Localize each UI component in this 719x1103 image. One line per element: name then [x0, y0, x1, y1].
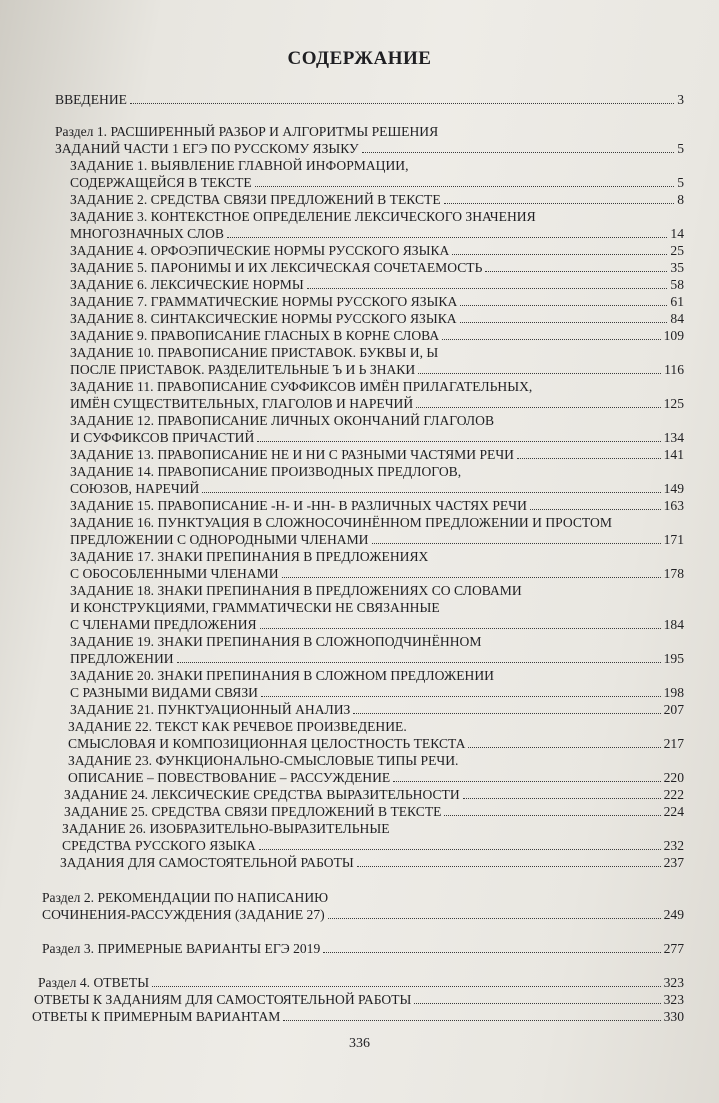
dot-leader [460, 294, 667, 306]
toc-entry-line: ЗАДАНИЕ 24. ЛЕКСИЧЕСКИЕ СРЕДСТВА ВЫРАЗИТЕЛЬНОСТИ [64, 787, 460, 802]
toc-entry-line: ЗАДАНИЕ 2. СРЕДСТВА СВЯЗИ ПРЕДЛОЖЕНИЙ В ТЕКСТЕ [70, 192, 441, 207]
toc-entry-line: МНОГОЗНАЧНЫХ СЛОВ [70, 226, 224, 241]
toc-entry-line: ЗАДАНИЕ 14. ПРАВОПИСАНИЕ ПРОИЗВОДНЫХ ПРЕДЛОГОВ, [70, 464, 462, 479]
toc-entry [34, 991, 684, 1008]
toc-entry-line: СОДЕРЖАЩЕЙСЯ В ТЕКСТЕ [70, 175, 252, 190]
toc-entry [70, 701, 684, 718]
toc-entry-leader-row [70, 531, 684, 548]
toc-entry-leader-row [55, 140, 684, 157]
toc-entry [70, 633, 684, 667]
toc-entry [70, 208, 684, 242]
toc-entry-line: ЗАДАНИЕ 3. КОНТЕКСТНОЕ ОПРЕДЕЛЕНИЕ ЛЕКСИЧЕСКОГО ЗНАЧЕНИЯ [70, 209, 536, 224]
toc-page-number: 163 [663, 498, 684, 513]
toc-entry [70, 514, 684, 548]
toc-entry-line: СОЮЗОВ, НАРЕЧИЙ [70, 481, 200, 496]
toc-page-number: 5 [677, 141, 684, 156]
toc-entry-line: СРЕДСТВА РУССКОГО ЯЗЫКА [62, 838, 256, 853]
dot-leader [414, 992, 660, 1004]
toc-entry-line: ЗАДАНИЕ 22. ТЕКСТ КАК РЕЧЕВОЕ ПРОИЗВЕДЕНИЕ. [68, 719, 407, 734]
toc-entry-line: ЗАДАНИЕ 10. ПРАВОПИСАНИЕ ПРИСТАВОК. БУКВЫ И, Ы [70, 345, 439, 360]
toc-entry-line: ИМЁН СУЩЕСТВИТЕЛЬНЫХ, ГЛАГОЛОВ И НАРЕЧИЙ [70, 396, 414, 411]
toc-entry-line: СОЧИНЕНИЯ-РАССУЖДЕНИЯ (ЗАДАНИЕ 27) [42, 907, 325, 922]
dot-leader [257, 430, 660, 442]
dot-leader [362, 141, 675, 153]
dot-leader [202, 481, 660, 493]
toc-entry-leader-row [68, 735, 684, 752]
toc-entry-leader-row [60, 854, 684, 871]
toc-page-number: 178 [663, 566, 684, 581]
dot-leader [530, 498, 661, 510]
dot-leader [328, 907, 661, 919]
toc-page-number: 8 [677, 192, 684, 207]
dot-leader [177, 651, 661, 663]
toc-entry [70, 446, 684, 463]
dot-leader [260, 617, 661, 629]
toc-entry [68, 752, 684, 786]
toc-entry-line: С ОБОСОБЛЕННЫМИ ЧЛЕНАМИ [70, 566, 279, 581]
toc-page-number: 3 [677, 92, 684, 107]
dot-leader [393, 770, 660, 782]
toc-entry [70, 497, 684, 514]
toc-entry-line: ЗАДАНИЕ 12. ПРАВОПИСАНИЕ ЛИЧНЫХ ОКОНЧАНИЙ ГЛАГОЛОВ [70, 413, 495, 428]
toc-page-number: 330 [663, 1009, 684, 1024]
toc-entry-leader-row [70, 395, 684, 412]
toc-page-number: 277 [663, 941, 684, 956]
toc-entry-line: ЗАДАНИЕ 13. ПРАВОПИСАНИЕ НЕ И НИ С РАЗНЫМИ ЧАСТЯМИ РЕЧИ [70, 447, 514, 462]
toc-entry [70, 412, 684, 446]
toc-page-number: 184 [663, 617, 684, 632]
toc-entry-line: ЗАДАНИЕ 19. ЗНАКИ ПРЕПИНАНИЯ В СЛОЖНОПОДЧИНЁННОМ [70, 634, 482, 649]
toc-entry [70, 548, 684, 582]
toc-page-number: 217 [663, 736, 684, 751]
toc-entry-leader-row [70, 446, 684, 463]
toc-entry-line: ПОСЛЕ ПРИСТАВОК. РАЗДЕЛИТЕЛЬНЫЕ Ъ И Ь ЗНАКИ [70, 362, 416, 377]
toc-page-number: 323 [663, 992, 684, 1007]
toc-entry [62, 820, 684, 854]
toc-entry [70, 259, 684, 276]
toc-page-number: 5 [677, 175, 684, 190]
toc-entry-leader-row [70, 361, 684, 378]
dot-leader [357, 855, 661, 867]
toc-entry-line: ЗАДАНИЕ 7. ГРАММАТИЧЕСКИЕ НОРМЫ РУССКОГО ЯЗЫКА [70, 294, 458, 309]
toc-entry [70, 327, 684, 344]
toc-page-number: 14 [670, 226, 684, 241]
toc-entry-line: И КОНСТРУКЦИЯМИ, ГРАММАТИЧЕСКИ НЕ СВЯЗАННЫЕ [70, 600, 440, 615]
toc-entry-line: ЗАДАНИЕ 23. ФУНКЦИОНАЛЬНО-СМЫСЛОВЫЕ ТИПЫ РЕЧИ. [68, 753, 459, 768]
dot-leader [452, 243, 667, 255]
toc-entry-line: Раздел 2. РЕКОМЕНДАЦИИ ПО НАПИСАНИЮ [42, 890, 329, 905]
dot-leader [227, 226, 667, 238]
toc-entry [42, 889, 684, 923]
toc-entry [70, 157, 684, 191]
toc-entry-line: ЗАДАНИЕ 18. ЗНАКИ ПРЕПИНАНИЯ В ПРЕДЛОЖЕНИЯХ СО СЛОВАМИ [70, 583, 522, 598]
toc-entry-line: ЗАДАНИЙ ЧАСТИ 1 ЕГЭ ПО РУССКОМУ ЯЗЫКУ [55, 141, 359, 156]
toc-entry-line: Раздел 1. РАСШИРЕННЫЙ РАЗБОР И АЛГОРИТМЫ РЕШЕНИЯ [55, 124, 439, 139]
toc-entry-leader-row [34, 991, 684, 1008]
toc-entry-leader-row [70, 650, 684, 667]
toc-entry-line: ЗАДАНИЕ 21. ПУНКТУАЦИОННЫЙ АНАЛИЗ [70, 702, 351, 717]
toc-entry-line: Раздел 4. ОТВЕТЫ [38, 975, 150, 990]
toc-entry-line: СМЫСЛОВАЯ И КОМПОЗИЦИОННАЯ ЦЕЛОСТНОСТЬ ТЕКСТА [68, 736, 466, 751]
dot-leader [259, 838, 661, 850]
dot-leader [283, 1009, 660, 1021]
dot-leader [460, 311, 668, 323]
toc-entry-leader-row [70, 191, 684, 208]
toc-entry [64, 786, 684, 803]
toc-entry-line: ЗАДАНИЕ 17. ЗНАКИ ПРЕПИНАНИЯ В ПРЕДЛОЖЕНИЯХ [70, 549, 429, 564]
toc-entry-line: ОТВЕТЫ К ПРИМЕРНЫМ ВАРИАНТАМ [32, 1009, 281, 1024]
dot-leader [444, 804, 660, 816]
toc-entry [64, 803, 684, 820]
toc-entry [70, 378, 684, 412]
toc-entry-leader-row [70, 242, 684, 259]
dot-leader [485, 260, 667, 272]
toc-page-number: 222 [663, 787, 684, 802]
toc-entry-leader-row [70, 174, 684, 191]
toc-entry-leader-row [70, 701, 684, 718]
toc-entry-line: ЗАДАНИЕ 15. ПРАВОПИСАНИЕ -Н- И -НН- В РАЗЛИЧНЫХ ЧАСТЯХ РЕЧИ [70, 498, 527, 513]
toc-page-number: 84 [670, 311, 684, 326]
toc-entry-line: ЗАДАНИЕ 26. ИЗОБРАЗИТЕЛЬНО-ВЫРАЗИТЕЛЬНЫЕ [62, 821, 390, 836]
toc-entry [70, 463, 684, 497]
toc-page-number: 25 [670, 243, 684, 258]
toc-entry-line: ЗАДАНИЕ 25. СРЕДСТВА СВЯЗИ ПРЕДЛОЖЕНИЙ В ТЕКСТЕ [64, 804, 442, 819]
toc-entry-line: ЗАДАНИЯ ДЛЯ САМОСТОЯТЕЛЬНОЙ РАБОТЫ [60, 855, 354, 870]
toc-entry [70, 667, 684, 701]
toc-page-number: 171 [663, 532, 684, 547]
dot-leader [372, 532, 661, 544]
toc-page-number: 220 [663, 770, 684, 785]
toc-entry [60, 854, 684, 871]
toc-entry-leader-row [70, 429, 684, 446]
toc-entry-leader-row [70, 480, 684, 497]
dot-leader [307, 277, 668, 289]
toc-entry-leader-row [70, 225, 684, 242]
toc-entry [70, 191, 684, 208]
toc-entry [55, 91, 684, 108]
toc-entry-line: ЗАДАНИЕ 1. ВЫЯВЛЕНИЕ ГЛАВНОЙ ИНФОРМАЦИИ, [70, 158, 409, 173]
toc-page-number: 35 [670, 260, 684, 275]
toc-entry-line: ЗАДАНИЕ 16. ПУНКТУАЦИЯ В СЛОЖНОСОЧИНЁННОМ ПРЕДЛОЖЕНИИ И ПРОСТОМ [70, 515, 612, 530]
toc-page-number: 249 [663, 907, 684, 922]
toc-entry-leader-row [32, 1008, 684, 1025]
dot-leader [444, 192, 675, 204]
toc-page-number: 224 [663, 804, 684, 819]
toc-page-number: 207 [663, 702, 684, 717]
toc-page-number: 109 [663, 328, 684, 343]
toc-entry [70, 344, 684, 378]
toc-entry-leader-row [70, 616, 684, 633]
toc-entry-line: ЗАДАНИЕ 4. ОРФОЭПИЧЕСКИЕ НОРМЫ РУССКОГО ЯЗЫКА [70, 243, 450, 258]
toc-entry-leader-row [70, 293, 684, 310]
toc-entry-leader-row [38, 974, 684, 991]
toc-entry-line: ЗАДАНИЕ 11. ПРАВОПИСАНИЕ СУФФИКСОВ ИМЁН ПРИЛАГАТЕЛЬНЫХ, [70, 379, 533, 394]
toc-page-number: 116 [664, 362, 684, 377]
dot-leader [255, 175, 675, 187]
toc-entry-leader-row [70, 310, 684, 327]
toc-entry-line: С РАЗНЫМИ ВИДАМИ СВЯЗИ [70, 685, 258, 700]
toc-entry-leader-row [42, 940, 684, 957]
toc-page-number: 149 [663, 481, 684, 496]
toc-page-number: 198 [663, 685, 684, 700]
toc-entry-line: ПРЕДЛОЖЕНИИ [70, 651, 174, 666]
dot-leader [152, 975, 661, 987]
toc-entry-line: ЗАДАНИЕ 6. ЛЕКСИЧЕСКИЕ НОРМЫ [70, 277, 304, 292]
dot-leader [323, 941, 660, 953]
toc-entry-leader-row [64, 786, 684, 803]
page-title: СОДЕРЖАНИЕ [287, 48, 432, 69]
dot-leader [261, 685, 661, 697]
toc-entry-line: ЗАДАНИЕ 9. ПРАВОПИСАНИЕ ГЛАСНЫХ В КОРНЕ СЛОВА [70, 328, 440, 343]
toc-entry-leader-row [62, 837, 684, 854]
toc-entry-leader-row [68, 769, 684, 786]
toc-page-number: 125 [663, 396, 684, 411]
toc-entry [55, 123, 684, 157]
toc-entry [42, 940, 684, 957]
toc-entry-line: С ЧЛЕНАМИ ПРЕДЛОЖЕНИЯ [70, 617, 257, 632]
page-number: 336 [349, 1036, 370, 1051]
dot-leader [463, 787, 661, 799]
toc-entry-line: ПРЕДЛОЖЕНИИ С ОДНОРОДНЫМИ ЧЛЕНАМИ [70, 532, 369, 547]
toc-entry [70, 582, 684, 633]
toc-entry-leader-row [64, 803, 684, 820]
dot-leader [418, 362, 661, 374]
toc-entry-line: И СУФФИКСОВ ПРИЧАСТИЙ [70, 430, 255, 445]
toc-entry-line: Раздел 3. ПРИМЕРНЫЕ ВАРИАНТЫ ЕГЭ 2019 [42, 941, 321, 956]
toc-entry [38, 974, 684, 991]
dot-leader [353, 702, 660, 714]
dot-leader [517, 447, 661, 459]
toc-page-number: 58 [670, 277, 684, 292]
toc-entry [70, 242, 684, 259]
toc-entry-leader-row [42, 906, 684, 923]
toc-entry-leader-row [70, 259, 684, 276]
toc-page-number: 61 [670, 294, 684, 309]
dot-leader [468, 736, 660, 748]
toc-entry-leader-row [70, 684, 684, 701]
toc-entry [32, 1008, 684, 1025]
toc-entry-leader-row [55, 91, 684, 108]
toc-page-number: 323 [663, 975, 684, 990]
toc-page-number: 195 [663, 651, 684, 666]
toc-entry [70, 276, 684, 293]
toc-entry-line: ОПИСАНИЕ – ПОВЕСТВОВАНИЕ – РАССУЖДЕНИЕ [68, 770, 391, 785]
toc-entry-leader-row [70, 327, 684, 344]
toc-entry [70, 310, 684, 327]
toc-entry-leader-row [70, 276, 684, 293]
toc-entry-line: ЗАДАНИЕ 5. ПАРОНИМЫ И ИХ ЛЕКСИЧЕСКАЯ СОЧЕТАЕМОСТЬ [70, 260, 483, 275]
toc-entry [70, 293, 684, 310]
toc-entry-line: ВВЕДЕНИЕ [55, 92, 127, 107]
toc-page-number: 232 [663, 838, 684, 853]
dot-leader [130, 92, 674, 104]
toc-page-number: 141 [663, 447, 684, 462]
dot-leader [416, 396, 660, 408]
toc-entry-line: ЗАДАНИЕ 8. СИНТАКСИЧЕСКИЕ НОРМЫ РУССКОГО ЯЗЫКА [70, 311, 457, 326]
dot-leader [442, 328, 660, 340]
toc-entry-leader-row [70, 497, 684, 514]
toc-entry-leader-row [70, 565, 684, 582]
dot-leader [282, 566, 661, 578]
toc-entry-line: ОТВЕТЫ К ЗАДАНИЯМ ДЛЯ САМОСТОЯТЕЛЬНОЙ РАБОТЫ [34, 992, 412, 1007]
toc-page-number: 237 [663, 855, 684, 870]
toc-page-number: 134 [663, 430, 684, 445]
toc-entry-line: ЗАДАНИЕ 20. ЗНАКИ ПРЕПИНАНИЯ В СЛОЖНОМ ПРЕДЛОЖЕНИИ [70, 668, 494, 683]
toc-entry [68, 718, 684, 752]
